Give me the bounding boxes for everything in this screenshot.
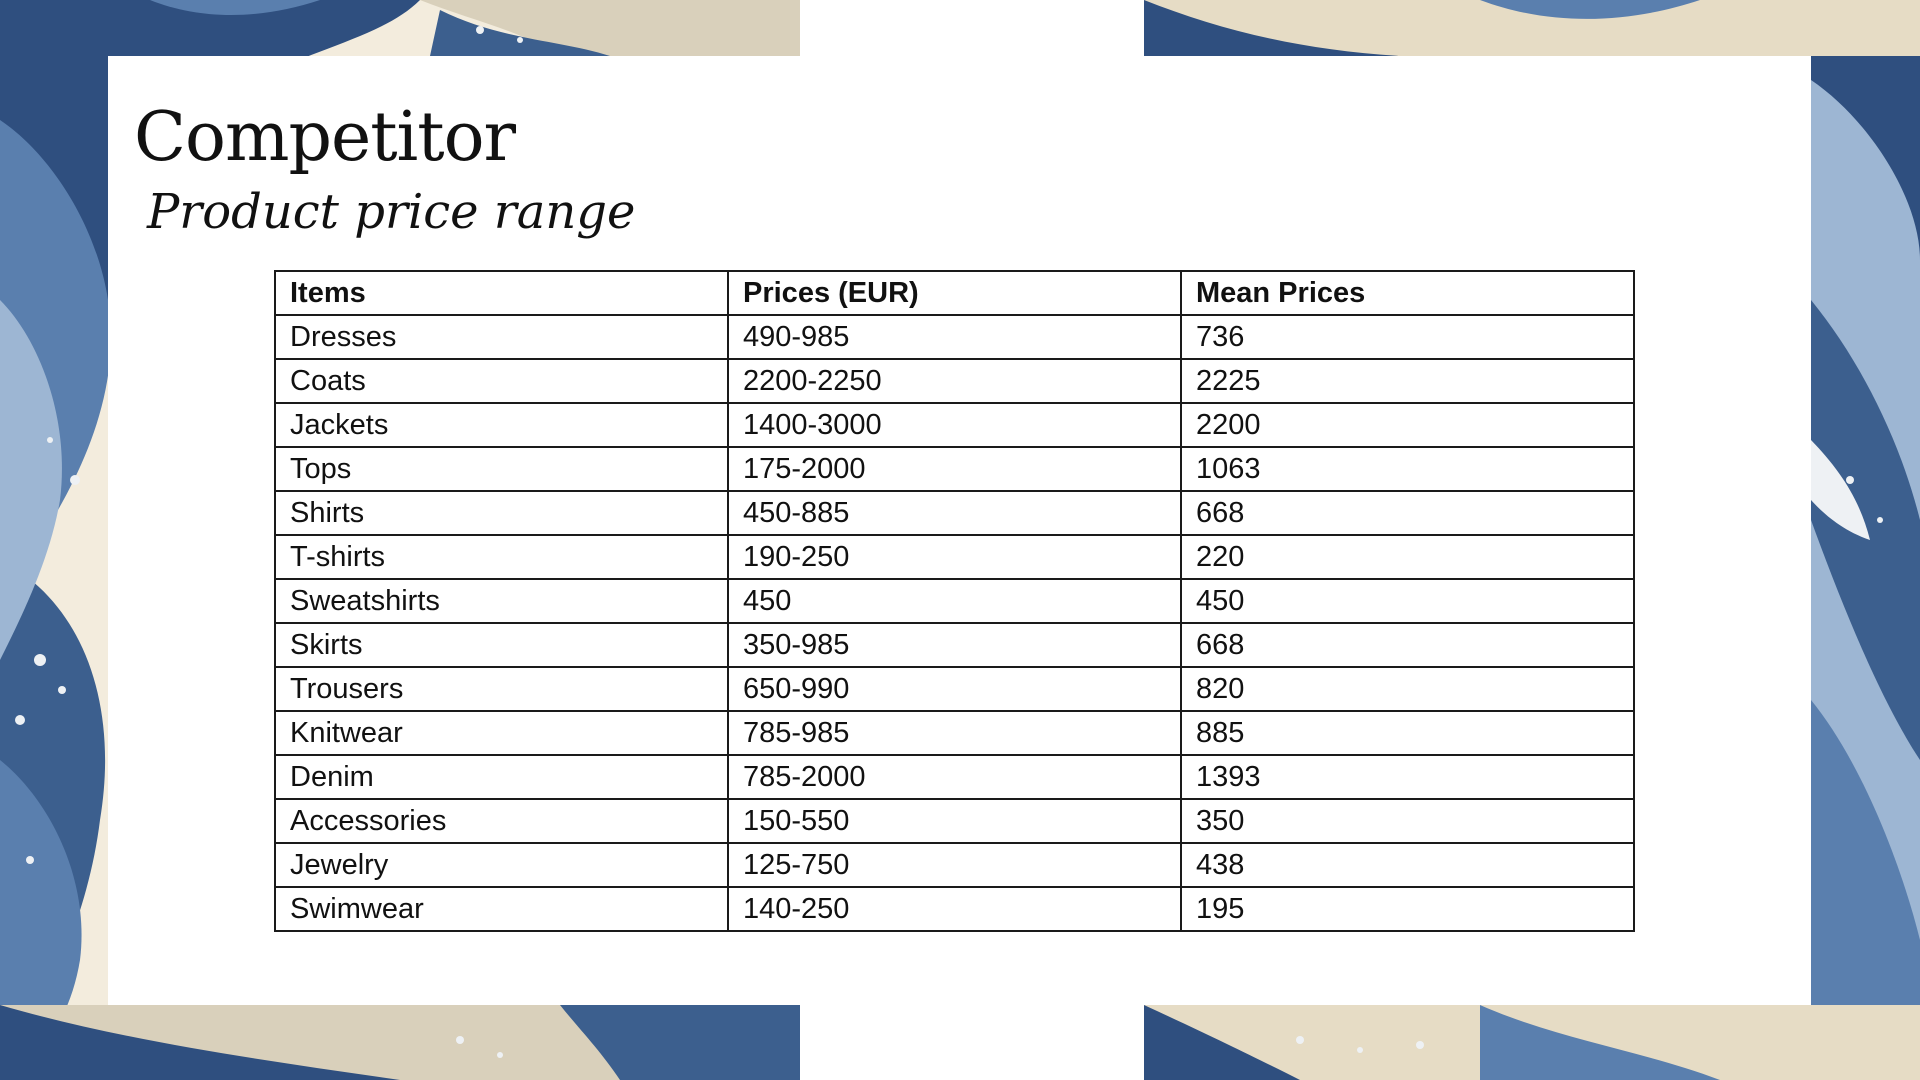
item-cell: Jewelry: [275, 843, 728, 887]
table-row: [275, 535, 1634, 579]
table-row: [275, 843, 1634, 887]
price-range-cell: 150-550: [728, 799, 1181, 843]
table-row: [275, 315, 1634, 359]
price-range-cell: 2200-2250: [728, 359, 1181, 403]
mean-price-cell: 438: [1181, 843, 1634, 887]
table-row: [275, 799, 1634, 843]
price-range-table: [274, 270, 1635, 932]
price-range-cell: 125-750: [728, 843, 1181, 887]
mean-price-cell: 350: [1181, 799, 1634, 843]
column-header-prices: Prices (EUR): [728, 271, 1181, 315]
mean-price-cell: 736: [1181, 315, 1634, 359]
item-cell: T-shirts: [275, 535, 728, 579]
column-header-mean-prices: Mean Prices: [1181, 271, 1634, 315]
price-range-cell: 450-885: [728, 491, 1181, 535]
background-gap-bottom: [800, 1005, 1144, 1080]
mean-price-cell: 2200: [1181, 403, 1634, 447]
item-cell: Coats: [275, 359, 728, 403]
mean-price-cell: 820: [1181, 667, 1634, 711]
table-row: [275, 887, 1634, 931]
mean-price-cell: 220: [1181, 535, 1634, 579]
price-range-cell: 175-2000: [728, 447, 1181, 491]
slide-title: Competitor: [134, 98, 516, 177]
table-row: [275, 755, 1634, 799]
slide-subtitle: Product price range: [147, 184, 636, 240]
table-row: [275, 491, 1634, 535]
table-row: [275, 447, 1634, 491]
table-header-row: [275, 271, 1634, 315]
item-cell: Accessories: [275, 799, 728, 843]
column-header-items: Items: [275, 271, 728, 315]
item-cell: Shirts: [275, 491, 728, 535]
slide-content-panel: [108, 56, 1811, 1005]
item-cell: Jackets: [275, 403, 728, 447]
table-row: [275, 711, 1634, 755]
item-cell: Knitwear: [275, 711, 728, 755]
mean-price-cell: 668: [1181, 623, 1634, 667]
price-range-cell: 650-990: [728, 667, 1181, 711]
item-cell: Dresses: [275, 315, 728, 359]
price-range-cell: 785-985: [728, 711, 1181, 755]
price-range-cell: 350-985: [728, 623, 1181, 667]
mean-price-cell: 668: [1181, 491, 1634, 535]
price-range-cell: 140-250: [728, 887, 1181, 931]
price-range-cell: 450: [728, 579, 1181, 623]
price-range-cell: 1400-3000: [728, 403, 1181, 447]
price-range-cell: 490-985: [728, 315, 1181, 359]
mean-price-cell: 450: [1181, 579, 1634, 623]
table-row: [275, 579, 1634, 623]
mean-price-cell: 1063: [1181, 447, 1634, 491]
mean-price-cell: 2225: [1181, 359, 1634, 403]
table-row: [275, 359, 1634, 403]
table-row: [275, 403, 1634, 447]
item-cell: Skirts: [275, 623, 728, 667]
item-cell: Swimwear: [275, 887, 728, 931]
table-row: [275, 623, 1634, 667]
item-cell: Sweatshirts: [275, 579, 728, 623]
mean-price-cell: 195: [1181, 887, 1634, 931]
item-cell: Denim: [275, 755, 728, 799]
item-cell: Trousers: [275, 667, 728, 711]
price-range-cell: 785-2000: [728, 755, 1181, 799]
mean-price-cell: 885: [1181, 711, 1634, 755]
table-row: [275, 667, 1634, 711]
price-range-cell: 190-250: [728, 535, 1181, 579]
background-gap-top: [800, 0, 1144, 56]
mean-price-cell: 1393: [1181, 755, 1634, 799]
item-cell: Tops: [275, 447, 728, 491]
